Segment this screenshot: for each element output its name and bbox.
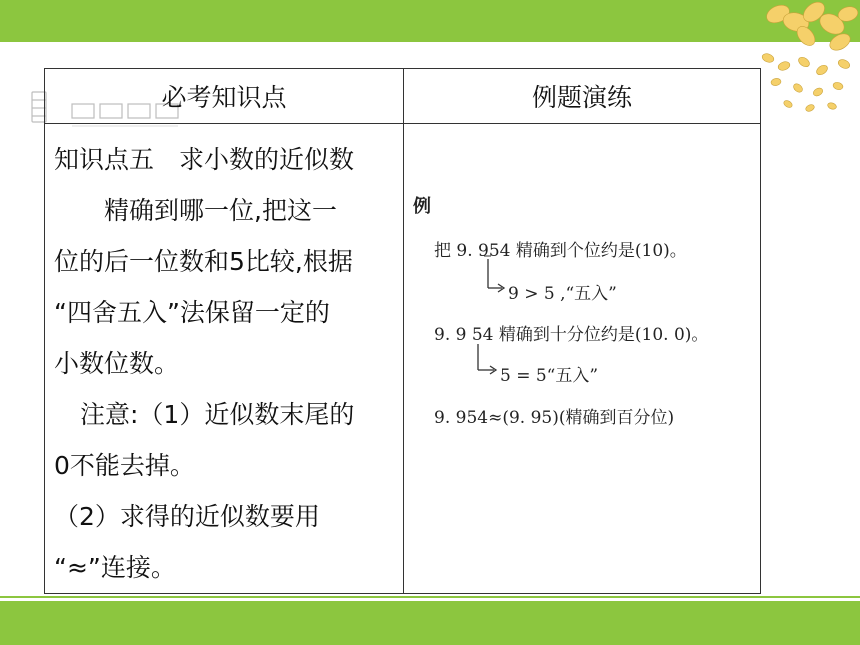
- tree-leaves-decoration: [748, 0, 860, 118]
- example-arrows: [404, 124, 760, 588]
- table-body-row: [45, 124, 761, 594]
- knowledge-line: 位的后一位数和5比较,根据: [54, 247, 353, 276]
- example-line: 把 9. 954 精确到个位约是(10)。: [434, 241, 687, 261]
- example-line: 9 > 5 ,“五入”: [508, 284, 617, 304]
- bottom-green-band: [0, 601, 860, 645]
- knowledge-line: 小数位数。: [54, 349, 180, 378]
- header-left: 必考知识点: [45, 69, 404, 124]
- knowledge-line: 知识点五 求小数的近似数: [54, 145, 355, 174]
- knowledge-line: 精确到哪一位,把这一: [104, 196, 337, 225]
- knowledge-line: “四舍五入”法保留一定的: [54, 298, 330, 327]
- knowledge-line: “≈”连接。: [54, 553, 176, 582]
- bottom-divider-line: [0, 596, 860, 598]
- example-cell: [404, 124, 761, 594]
- knowledge-table: [44, 68, 761, 594]
- knowledge-line: 注意:（1）近似数末尾的: [80, 400, 355, 429]
- knowledge-line: （2）求得的近似数要用: [54, 502, 320, 531]
- example-label: 例: [413, 196, 431, 217]
- example-line: 9. 954≈(9. 95)(精确到百分位): [434, 408, 675, 428]
- top-green-band: [0, 0, 860, 42]
- example-line: 5 = 5“五入”: [500, 366, 599, 386]
- table-header-row: [45, 69, 761, 124]
- header-right: 例题演练: [404, 69, 761, 124]
- example-line: 9. 9 54 精确到十分位约是(10. 0)。: [434, 325, 709, 345]
- knowledge-line: 0不能去掉。: [54, 451, 195, 480]
- knowledge-cell: [45, 124, 404, 594]
